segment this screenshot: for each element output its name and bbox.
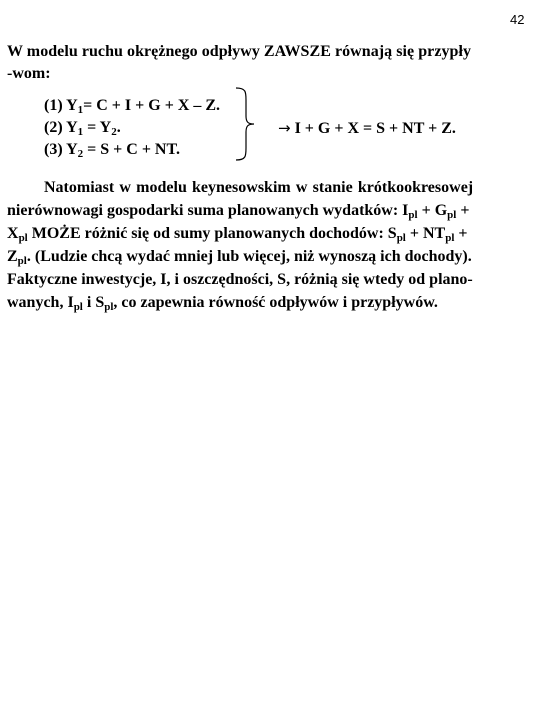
page-number: 42 [510,12,525,27]
p2-text: nierównowagi gospodarki suma planowanych wydatków: I [7,202,409,219]
eq3-prefix: (3) Y [44,141,78,158]
p3-mid: + NT [405,225,446,242]
right-brace [232,86,266,162]
p6-end: , co zapewnia równość odpływów i przypływów. [113,294,438,311]
eq2-prefix: (2) Y [44,119,78,136]
equation-1 [44,96,220,116]
eq2-subscript-1: 1 [77,126,84,138]
eq3-rest: = S + C + NT. [83,141,180,158]
paragraph-line-5: Faktyczne inwestycje, I, i oszczędności, S, różnią się wtedy od plano- [7,271,473,288]
equation-2 [44,118,121,138]
p3-subscript-2: pl [396,232,406,244]
p2-end: + [456,202,470,219]
paragraph-line-2 [7,201,469,221]
p6-subscript-1: pl [73,301,83,313]
eq1-prefix: (1) Y [44,97,78,114]
eq1-subscript: 1 [77,104,84,116]
eq2-end: . [116,119,121,136]
p6-mid: i S [82,294,105,311]
p2-subscript-2: pl [447,209,457,221]
p6-start: wanych, I [7,294,74,311]
paragraph-line-1: Natomiast w modelu keynesowskim w stanie krótkookresowej [44,179,474,196]
p4-text: . (Ludzie chcą wydać mniej lub więcej, niż wynoszą ich dochody). [26,248,472,265]
p3-subscript-3: pl [445,232,455,244]
paragraph-line-6 [7,293,438,313]
intro-line-2: -wom: [7,65,51,82]
p3-subscript-1: pl [18,232,28,244]
eq2-mid: = Y [83,119,112,136]
result-text: I + G + X = S + NT + Z. [290,120,456,137]
paragraph-line-3 [7,224,468,244]
p3-end: + [454,225,468,242]
p3-text: MOŻE różnić się od sumy planowanych dochodów: S [27,225,397,242]
p6-subscript-2: pl [104,301,114,313]
eq2-subscript-2: 2 [111,126,117,138]
eq1-rest: = C + I + G + X – Z. [83,97,221,114]
p4-subscript: pl [17,255,27,267]
paragraph-line-4 [7,247,472,267]
p4-z: Z [7,248,18,265]
equation-3 [44,140,180,160]
intro-line-1: W modelu ruchu okrężnego odpływy ZAWSZE równają się przypły [7,43,472,60]
equation-result [278,118,456,139]
right-arrow-icon: → [278,119,291,137]
eq3-subscript: 2 [77,148,84,160]
p3-x: X [7,225,19,242]
p2-mid: + G [417,202,448,219]
p2-subscript-1: pl [408,209,418,221]
